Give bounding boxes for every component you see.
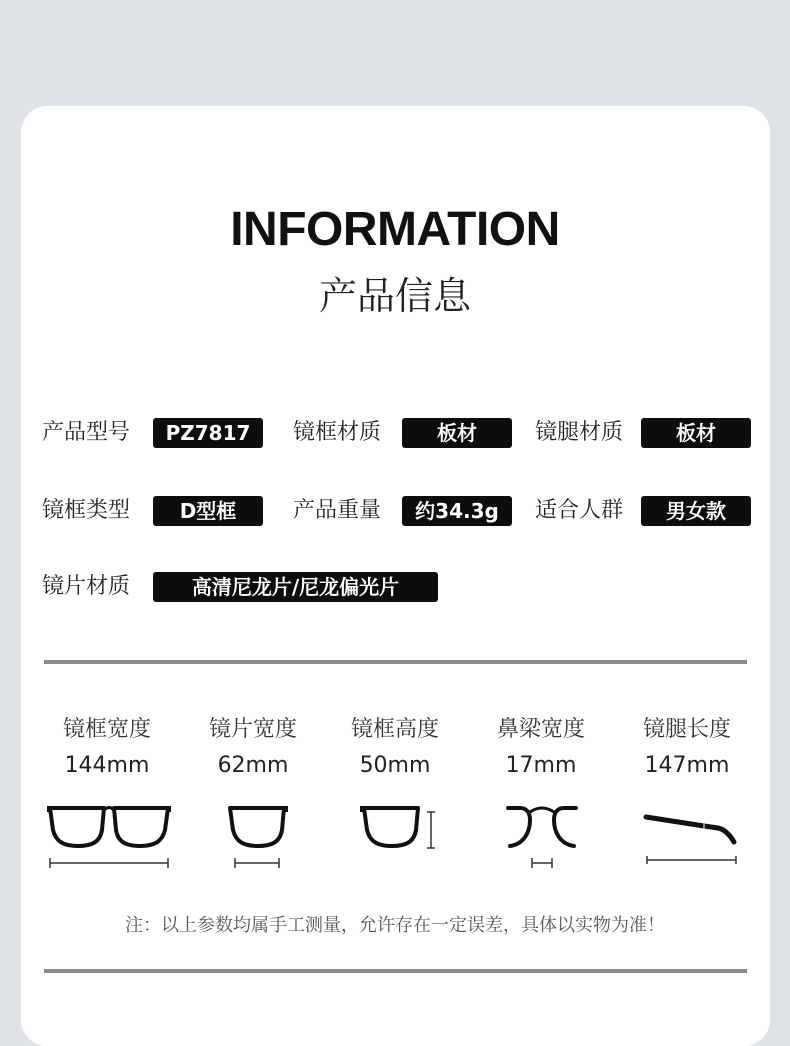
measurement-note: 注：以上参数均属手工测量，允许存在一定误差，具体以实物为准！ [125, 915, 665, 936]
spec-label: 镜框类型 [42, 498, 131, 523]
spec-label: 镜框材质 [293, 420, 382, 445]
spec-value: 约34.3g [402, 496, 512, 526]
title-chinese: 产品信息 [318, 274, 471, 318]
spec-label: 镜片材质 [42, 574, 131, 599]
dimension-temple-length [617, 712, 757, 784]
spec-value: PZ7817 [153, 418, 263, 448]
spec-value: 板材 [641, 418, 751, 448]
spec-frame-type [42, 496, 264, 526]
spec-temple-material [535, 418, 751, 448]
spec-value: D型框 [153, 496, 263, 526]
spec-frame-material [293, 418, 513, 448]
spec-label: 产品重量 [293, 498, 382, 523]
dimension-name: 鼻梁宽度 [496, 717, 585, 742]
dimension-value: 17mm [505, 753, 577, 778]
spec-label: 产品型号 [42, 420, 131, 445]
dimension-lens-width [183, 712, 323, 784]
lens-height-icon [358, 800, 440, 872]
spec-model [42, 418, 264, 448]
divider-bottom [44, 969, 747, 973]
dimension-name: 镜框高度 [350, 717, 439, 742]
spec-value: 板材 [402, 418, 512, 448]
dimension-value: 62mm [217, 753, 289, 778]
lens-width-icon [226, 800, 292, 872]
dimension-name: 镜腿长度 [642, 717, 731, 742]
temple-length-icon [642, 800, 742, 872]
spec-lens-material [42, 572, 442, 602]
spec-weight [293, 496, 513, 526]
spec-value: 男女款 [641, 496, 751, 526]
dimension-bridge-width [471, 712, 611, 784]
bridge-width-icon [506, 800, 578, 872]
divider-top [44, 660, 747, 664]
spec-value: 高清尼龙片/尼龙偏光片 [153, 572, 438, 602]
dimension-frame-width [37, 712, 177, 784]
full-frame-width-icon [44, 800, 174, 872]
dimension-value: 147mm [644, 753, 730, 778]
dimension-value: 144mm [64, 753, 150, 778]
spec-label: 适合人群 [535, 498, 624, 523]
dimension-value: 50mm [359, 753, 431, 778]
spec-audience [535, 496, 751, 526]
dimension-name: 镜框宽度 [62, 717, 151, 742]
dimension-frame-height [325, 712, 465, 784]
dimension-name: 镜片宽度 [208, 717, 297, 742]
title-english: INFORMATION [230, 203, 560, 256]
spec-label: 镜腿材质 [535, 420, 624, 445]
